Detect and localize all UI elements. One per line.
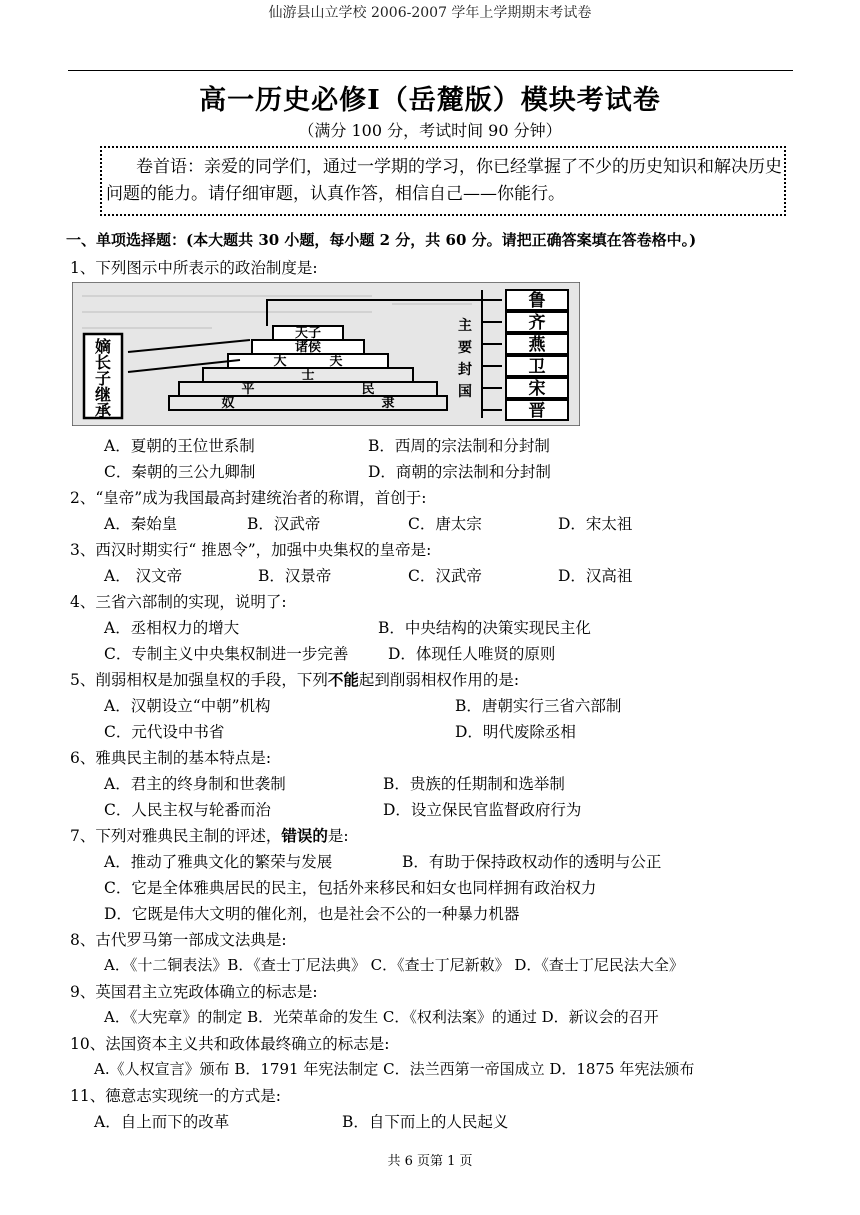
q3-option-a[interactable]: A． 汉文帝 [104, 567, 183, 585]
header-rule [68, 70, 793, 71]
q11-stem: 11、德意志实现统一的方式是: [70, 1087, 281, 1105]
q9-stem: 9、英国君主立宪政体确立的标志是: [70, 983, 318, 1001]
q9-options[interactable]: A．《大宪章》的制定 B．光荣革命的发生 C．《权利法案》的通过 D．新议会的召开 [104, 1008, 659, 1026]
left-label-char: 承 [94, 403, 112, 420]
q1-option-c[interactable]: C．秦朝的三公九卿制 [104, 463, 256, 481]
q2-option-c[interactable]: C．唐太宗 [408, 515, 482, 533]
q1-option-b[interactable]: B．西周的宗法制和分封制 [368, 437, 550, 455]
pyramid-tier [179, 382, 437, 396]
state-label: 燕 [528, 335, 546, 354]
q3-option-d[interactable]: D．汉高祖 [558, 567, 633, 585]
q6-option-c[interactable]: C．人民主权与轮番而治 [104, 801, 271, 819]
q7-stem: 7、下列对雅典民主制的评述，错误的是: [70, 826, 349, 845]
pyramid-label-zhuhou: 诸侯 [294, 339, 322, 354]
q5-option-d[interactable]: D．明代废除丞相 [455, 723, 576, 741]
left-label-char: 嫡 [94, 339, 112, 356]
page-header: 仙游县山立学校 2006-2007 学年上学期期末考试卷 [268, 5, 592, 21]
pyramid-label-dafu: 夫 [329, 353, 343, 368]
q8-options[interactable]: A．《十二铜表法》B．《查士丁尼法典》 C．《查士丁尼新敕》 D．《查士丁尼民法大全》 [104, 956, 684, 974]
q2-option-a[interactable]: A．秦始皇 [104, 515, 178, 533]
preface-text: 卷首语：亲爱的同学们，通过一学期的学习，你已经掌握了不少的历史知识和解决历史问题的能力。请仔细审题，认真作答，相信自己——你能行。 [106, 157, 782, 204]
q7-option-c[interactable]: C．它是全体雅典居民的民主，包括外来移民和妇女也同样拥有政治权力 [104, 879, 597, 897]
q6-option-d[interactable]: D．设立保民官监督政府行为 [383, 801, 582, 819]
mid-label-char: 主 [458, 319, 472, 334]
q7-option-d[interactable]: D．它既是伟大文明的催化剂，也是社会不公的一种暴力机器 [104, 905, 520, 923]
pyramid-label-dafu: 大 [273, 353, 287, 368]
feudal-hierarchy-figure [72, 282, 580, 426]
q5-emphasis: 不能 [327, 670, 359, 689]
q5-stem: 5、削弱相权是加强皇权的手段，下列不能起到削弱相权作用的是: [70, 670, 520, 689]
q5-option-a[interactable]: A．汉朝设立“中朝”机构 [104, 697, 271, 715]
q5-option-b[interactable]: B．唐朝实行三省六部制 [455, 697, 622, 715]
left-label-char: 长 [94, 355, 112, 372]
q10-options[interactable]: A.《人权宣言》颁布 B．1791 年宪法制定 C．法兰西第一帝国成立 D．1875 年宪法颁布 [94, 1060, 695, 1078]
pyramid-label-shi: 士 [301, 367, 315, 382]
mid-label-char: 国 [458, 385, 472, 400]
pyramid-tier [228, 354, 388, 368]
page-footer: 共 6 页第 1 页 [387, 1154, 473, 1169]
left-label-char: 继 [94, 387, 112, 404]
pyramid-tier [169, 396, 447, 410]
q1-option-d[interactable]: D．商朝的宗法制和分封制 [368, 463, 551, 481]
exam-subtitle: （满分 100 分，考试时间 90 分钟） [298, 121, 562, 140]
pyramid-label-pingmin: 民 [361, 381, 375, 396]
q4-stem: 4、三省六部制的实现，说明了: [70, 593, 287, 611]
q6-stem: 6、雅典民主制的基本特点是: [70, 749, 272, 767]
q3-option-c[interactable]: C．汉武帝 [408, 567, 482, 585]
left-label-char: 子 [94, 371, 112, 388]
q8-stem: 8、古代罗马第一部成文法典是: [70, 931, 287, 949]
q11-option-a[interactable]: A．自上而下的改革 [94, 1113, 230, 1131]
q10-stem: 10、法国资本主义共和政体最终确立的标志是: [70, 1035, 390, 1053]
mid-label-char: 要 [458, 341, 472, 356]
q1-option-a[interactable]: A．夏朝的王位世系制 [104, 437, 255, 455]
pyramid-label-tianzi: 天子 [294, 325, 322, 340]
q3-option-b[interactable]: B．汉景帝 [258, 567, 332, 585]
pyramid-label-nuli: 奴 [221, 395, 235, 410]
pyramid-label-pingmin: 平 [241, 381, 255, 396]
state-label: 晋 [528, 401, 546, 420]
q2-option-d[interactable]: D．宋太祖 [558, 515, 633, 533]
preface-box [100, 146, 786, 216]
exam-title: 高一历史必修Ⅰ（岳麓版）模块考试卷 [199, 85, 661, 116]
q7-option-a[interactable]: A．推动了雅典文化的繁荣与发展 [104, 853, 333, 871]
q2-stem: 2、“皇帝”成为我国最高封建统治者的称谓，首创于: [70, 489, 427, 507]
q5-option-c[interactable]: C．元代设中书省 [104, 723, 225, 741]
q4-option-d[interactable]: D．体现任人唯贤的原则 [388, 645, 556, 663]
state-label: 鲁 [528, 291, 546, 310]
q2-option-b[interactable]: B．汉武帝 [247, 515, 321, 533]
q1-stem: 1、下列图示中所表示的政治制度是: [70, 259, 318, 277]
q6-option-b[interactable]: B．贵族的任期制和选举制 [383, 775, 565, 793]
state-label: 齐 [528, 313, 546, 332]
q11-option-b[interactable]: B．自下而上的人民起义 [342, 1113, 509, 1131]
state-label: 卫 [528, 357, 546, 376]
q3-stem: 3、西汉时期实行“ 推恩令”，加强中央集权的皇帝是: [70, 541, 432, 559]
state-label: 宋 [528, 379, 546, 398]
q7-option-b[interactable]: B．有助于保持政权动作的透明与公正 [402, 853, 662, 871]
pyramid-label-nuli: 隶 [381, 395, 395, 410]
mid-label-char: 封 [458, 363, 472, 378]
q4-option-a[interactable]: A．丞相权力的增大 [104, 619, 240, 637]
section-1-heading: 一、单项选择题：(本大题共 30 小题，每小题 2 分，共 60 分。请把正确答案填在答卷格中。) [66, 231, 697, 249]
q6-option-a[interactable]: A．君主的终身制和世袭制 [104, 775, 286, 793]
q7-emphasis: 错误的 [281, 826, 328, 845]
q4-option-c[interactable]: C．专制主义中央集权制进一步完善 [104, 645, 349, 663]
q4-option-b[interactable]: B．中央结构的决策实现民主化 [378, 619, 591, 637]
